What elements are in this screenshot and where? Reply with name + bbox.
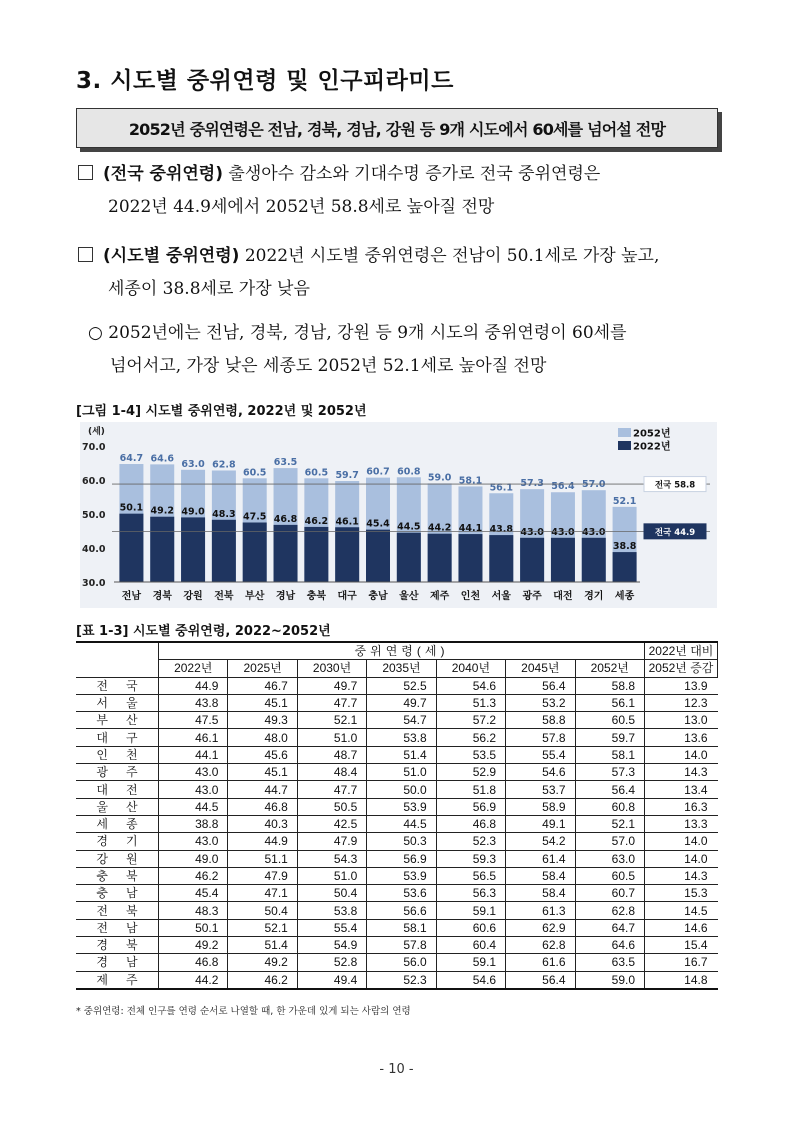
data-label-2052: 63.5 (273, 457, 298, 469)
table-row-region: 강원 (76, 850, 159, 867)
y-tick-label: 70.0 (82, 442, 106, 453)
table-cell: 59.1 (436, 902, 505, 919)
data-label-2052: 56.1 (489, 482, 514, 494)
table-cell: 51.4 (228, 937, 297, 954)
table-cell: 42.5 (297, 815, 366, 832)
table-cell: 52.3 (436, 833, 505, 850)
table-cell: 54.6 (436, 971, 505, 989)
table-year-header: 2045년 (506, 660, 575, 677)
table-cell: 40.3 (228, 815, 297, 832)
table-row (76, 954, 718, 971)
table-cell: 63.0 (575, 850, 644, 867)
table-cell: 46.1 (159, 729, 228, 746)
data-label-2022: 43.0 (582, 526, 606, 538)
data-label-2022: 44.1 (458, 523, 483, 535)
table-row (76, 850, 718, 867)
table-cell: 47.7 (297, 781, 366, 798)
data-label-2052: 52.1 (612, 495, 637, 507)
table-row-region: 대전 (76, 781, 159, 798)
table-row-region: 경남 (76, 954, 159, 971)
table-cell: 57.2 (436, 712, 505, 729)
x-tick-label: 경남 (275, 591, 296, 602)
table-cell: 50.4 (228, 902, 297, 919)
table-year-header: 2025년 (228, 660, 297, 677)
table-cell: 56.9 (367, 850, 436, 867)
x-tick-label: 서울 (491, 591, 511, 602)
x-tick-label: 광주 (522, 591, 542, 602)
table-cell: 56.0 (367, 954, 436, 971)
table-cell: 44.9 (228, 833, 297, 850)
table-cell: 51.0 (297, 867, 366, 884)
bar-2022 (613, 552, 637, 582)
table-row (76, 764, 718, 781)
table-cell: 46.2 (159, 867, 228, 884)
table-cell: 46.8 (159, 954, 228, 971)
data-label-2022: 50.1 (119, 502, 144, 514)
bullet-text: 2022년 시도별 중위연령은 전남이 50.1세로 가장 높고, (239, 246, 660, 266)
x-tick-label: 충남 (368, 591, 388, 602)
data-label-2052: 59.7 (335, 470, 359, 482)
legend-label: 2052년 (633, 428, 671, 440)
table-cell: 50.1 (159, 919, 228, 936)
bar-2022 (274, 525, 298, 582)
table-cell: 54.3 (297, 850, 366, 867)
table-cell: 50.4 (297, 885, 366, 902)
data-label-2022: 45.4 (366, 518, 390, 530)
table-cell: 43.0 (159, 833, 228, 850)
table-cell: 59.3 (436, 850, 505, 867)
y-tick-label: 30.0 (82, 578, 106, 589)
bullet-text-cont: 세종이 38.8세로 가장 낮음 (108, 279, 310, 299)
table-cell: 49.2 (159, 937, 228, 954)
table-cell: 61.3 (506, 902, 575, 919)
table-row-region: 부산 (76, 712, 159, 729)
table-row (76, 798, 718, 815)
table-cell: 64.7 (575, 919, 644, 936)
table-cell: 46.8 (436, 815, 505, 832)
table-cell: 63.5 (575, 954, 644, 971)
bar-2022 (119, 514, 143, 582)
table-cell-change: 14.0 (645, 746, 718, 763)
table-row-region: 전북 (76, 902, 159, 919)
x-tick-label: 충북 (306, 591, 327, 602)
table-row (76, 746, 718, 763)
table-cell: 49.1 (506, 815, 575, 832)
y-tick-label: 50.0 (82, 510, 106, 521)
table-row-region: 인천 (76, 746, 159, 763)
reference-label: 전국 58.8 (654, 480, 696, 491)
data-label-2052: 60.5 (242, 467, 267, 479)
table-row-region: 경기 (76, 833, 159, 850)
table-cell: 57.3 (575, 764, 644, 781)
bar-2022 (212, 520, 236, 582)
table-cell: 54.6 (436, 677, 505, 694)
table-cell: 59.7 (575, 729, 644, 746)
legend-swatch (618, 428, 631, 437)
x-tick-label: 인천 (460, 591, 481, 602)
table-cell: 53.9 (367, 867, 436, 884)
checkbox-square-icon (78, 247, 93, 262)
table-cell: 55.4 (506, 746, 575, 763)
table-cell: 38.8 (159, 815, 228, 832)
x-tick-label: 대전 (553, 591, 573, 602)
x-tick-label: 울산 (399, 591, 419, 602)
data-label-2052: 59.0 (427, 472, 452, 484)
table-row (76, 677, 718, 694)
table-row-region: 서울 (76, 694, 159, 711)
data-label-2052: 64.7 (119, 453, 144, 465)
table-cell: 60.8 (575, 798, 644, 815)
table-cell: 46.8 (228, 798, 297, 815)
table-cell: 56.2 (436, 729, 505, 746)
table-row (76, 729, 718, 746)
table-year-header: 2052년 (575, 660, 644, 677)
table-cell: 62.9 (506, 919, 575, 936)
table-cell: 54.9 (297, 937, 366, 954)
median-age-chart-svg (80, 422, 717, 608)
data-label-2052: 60.8 (397, 466, 421, 478)
data-label-2022: 46.1 (335, 516, 359, 528)
data-label-2052: 64.6 (150, 453, 174, 465)
table-cell: 47.9 (228, 867, 297, 884)
bar-2022 (181, 517, 205, 582)
page-number: - 10 - (379, 1062, 414, 1077)
table-cell: 59.1 (436, 954, 505, 971)
bar-2022 (458, 534, 482, 582)
table-cell: 60.5 (575, 712, 644, 729)
x-tick-label: 강원 (183, 591, 203, 602)
table-cell: 51.1 (228, 850, 297, 867)
table-cell: 43.8 (159, 694, 228, 711)
table-cell: 52.3 (367, 971, 436, 989)
table-row-region: 충남 (76, 885, 159, 902)
bullet-regional-median-age (78, 240, 718, 306)
footnote: * 중위연령: 전체 인구를 연령 순서로 나열할 때, 한 가운데 있게 되는 사람의 연령 (76, 1006, 411, 1017)
table-row (76, 885, 718, 902)
table-cell-change: 13.9 (645, 677, 718, 694)
table-cell: 53.5 (436, 746, 505, 763)
table-cell: 47.5 (159, 712, 228, 729)
y-axis-unit: (세) (88, 427, 105, 437)
table-cell: 53.8 (367, 729, 436, 746)
table-cell: 62.8 (506, 937, 575, 954)
table-cell: 51.8 (436, 781, 505, 798)
x-tick-label: 대구 (337, 591, 357, 602)
table-cell: 49.7 (297, 677, 366, 694)
table-cell: 56.6 (367, 902, 436, 919)
table-cell: 58.9 (506, 798, 575, 815)
data-label-2052: 60.7 (366, 466, 390, 478)
table-cell-change: 13.3 (645, 815, 718, 832)
table-cell: 51.0 (297, 729, 366, 746)
table-cell: 58.8 (575, 677, 644, 694)
table-cell: 47.1 (228, 885, 297, 902)
bar-2022 (551, 538, 575, 582)
table-row-region: 광주 (76, 764, 159, 781)
table-cell: 45.1 (228, 764, 297, 781)
table-cell: 58.4 (506, 867, 575, 884)
bar-2022 (428, 534, 452, 582)
table-cell: 53.2 (506, 694, 575, 711)
table-row (76, 971, 718, 989)
bar-2022 (335, 527, 359, 582)
table-cell: 58.1 (367, 919, 436, 936)
table-cell: 56.5 (436, 867, 505, 884)
table-cell: 58.1 (575, 746, 644, 763)
sub-bullet-text: 2052년에는 전남, 경북, 경남, 강원 등 9개 시도의 중위연령이 60세를 (108, 323, 627, 343)
table-year-header: 2035년 (367, 660, 436, 677)
bullet-national-median-age (78, 158, 718, 224)
table-cell: 56.1 (575, 694, 644, 711)
table-cell-change: 14.6 (645, 919, 718, 936)
table-cell: 61.4 (506, 850, 575, 867)
table-cell: 43.0 (159, 781, 228, 798)
table-cell: 57.8 (367, 937, 436, 954)
table-row (76, 919, 718, 936)
table-cell: 46.7 (228, 677, 297, 694)
headline-text: 2052년 중위연령은 전남, 경북, 경남, 강원 등 9개 시도에서 60세를 넘어설 전망 (128, 119, 666, 139)
sub-bullet-text-cont: 넘어서고, 가장 낮은 세종도 2052년 52.1세로 높아질 전망 (110, 356, 547, 376)
table-group-header: 중위연령(세) (159, 642, 645, 660)
table-cell: 64.6 (575, 937, 644, 954)
table-cell: 50.5 (297, 798, 366, 815)
table-cell-change: 14.5 (645, 902, 718, 919)
median-age-chart (80, 422, 717, 608)
data-label-2052: 56.4 (551, 481, 575, 493)
table-cell: 44.9 (159, 677, 228, 694)
x-tick-label: 경기 (584, 591, 604, 602)
table-cell: 53.9 (367, 798, 436, 815)
table-row-region: 충북 (76, 867, 159, 884)
table-cell: 49.7 (367, 694, 436, 711)
bar-2022 (582, 538, 606, 582)
table-cell-change: 13.6 (645, 729, 718, 746)
table-cell: 44.5 (367, 815, 436, 832)
bar-2022 (489, 535, 513, 582)
table-caption: [표 1-3] 시도별 중위연령, 2022~2052년 (76, 624, 331, 639)
table-cell-change: 13.4 (645, 781, 718, 798)
table-cell: 48.0 (228, 729, 297, 746)
table-cell: 46.2 (228, 971, 297, 989)
table-cell: 44.7 (228, 781, 297, 798)
data-label-2052: 62.8 (212, 459, 236, 471)
table-cell: 56.4 (506, 971, 575, 989)
table-cell: 52.1 (575, 815, 644, 832)
data-label-2022: 38.8 (612, 541, 637, 553)
table-cell-change: 14.3 (645, 867, 718, 884)
bullet-text-cont: 2022년 44.9세에서 2052년 58.8세로 높아질 전망 (108, 197, 495, 217)
x-tick-label: 전남 (121, 591, 142, 602)
table-cell: 48.3 (159, 902, 228, 919)
bar-2022 (366, 530, 390, 582)
table-cell: 51.0 (367, 764, 436, 781)
table-row (76, 781, 718, 798)
table-cell: 57.0 (575, 833, 644, 850)
table-row (76, 833, 718, 850)
table-cell: 59.0 (575, 971, 644, 989)
table-year-header: 2030년 (297, 660, 366, 677)
data-label-2052: 57.3 (520, 478, 544, 490)
table-cell: 56.4 (506, 677, 575, 694)
table-year-header: 2022년 (159, 660, 228, 677)
table-cell: 52.9 (436, 764, 505, 781)
table-row-region: 울산 (76, 798, 159, 815)
table-cell: 56.9 (436, 798, 505, 815)
table-cell: 49.4 (297, 971, 366, 989)
median-age-table (76, 641, 718, 990)
table-cell: 50.3 (367, 833, 436, 850)
data-label-2022: 48.3 (212, 508, 236, 520)
table-row (76, 937, 718, 954)
table-cell-change: 14.8 (645, 971, 718, 989)
bar-2022 (520, 538, 544, 582)
table-cell: 50.0 (367, 781, 436, 798)
table-cell-change: 14.0 (645, 850, 718, 867)
table-cell-change: 16.3 (645, 798, 718, 815)
data-label-2052: 63.0 (181, 458, 205, 470)
table-row-region: 대구 (76, 729, 159, 746)
table-cell: 53.6 (367, 885, 436, 902)
table-cell: 52.1 (228, 919, 297, 936)
data-label-2022: 43.0 (551, 526, 575, 538)
table-change-header-2: 2052년 증감 (645, 660, 718, 677)
table-cell: 48.4 (297, 764, 366, 781)
table-row (76, 815, 718, 832)
table-cell: 51.3 (436, 694, 505, 711)
bar-2022 (304, 527, 328, 582)
data-label-2052: 60.5 (304, 467, 329, 479)
x-tick-label: 제주 (429, 591, 450, 602)
table-row-region: 제주 (76, 971, 159, 989)
table-cell: 51.4 (367, 746, 436, 763)
table-row (76, 902, 718, 919)
data-label-2022: 46.8 (273, 513, 298, 525)
table-cell: 43.0 (159, 764, 228, 781)
x-tick-label: 세종 (614, 591, 635, 602)
x-tick-label: 전북 (214, 591, 234, 602)
table-cell: 60.5 (575, 867, 644, 884)
table-cell: 56.3 (436, 885, 505, 902)
data-label-2022: 44.2 (427, 522, 452, 534)
section-title: 3. 시도별 중위연령 및 인구피라미드 (76, 68, 454, 94)
data-label-2022: 49.2 (150, 505, 174, 517)
table-row (76, 712, 718, 729)
table-cell-change: 16.7 (645, 954, 718, 971)
table-cell-change: 12.3 (645, 694, 718, 711)
table-cell-change: 13.0 (645, 712, 718, 729)
checkbox-square-icon (78, 165, 93, 180)
table-row-region: 세종 (76, 815, 159, 832)
bar-2022 (397, 533, 421, 582)
y-tick-label: 40.0 (82, 544, 106, 555)
table-cell: 54.2 (506, 833, 575, 850)
table-cell-change: 15.4 (645, 937, 718, 954)
data-label-2052: 57.0 (582, 479, 606, 491)
table-change-header-1: 2022년 대비 (645, 642, 718, 660)
table-cell: 49.3 (228, 712, 297, 729)
table-cell: 49.0 (159, 850, 228, 867)
table-row-region: 전남 (76, 919, 159, 936)
data-label-2052: 58.1 (458, 475, 483, 487)
sub-bullet (88, 317, 718, 383)
table-cell: 52.5 (367, 677, 436, 694)
legend-label: 2022년 (633, 441, 671, 453)
table-cell: 60.7 (575, 885, 644, 902)
figure-caption: [그림 1-4] 시도별 중위연령, 2022년 및 2052년 (76, 404, 367, 419)
x-tick-label: 부산 (245, 591, 265, 602)
headline-box (76, 108, 718, 148)
table-cell: 44.5 (159, 798, 228, 815)
table-cell: 52.8 (297, 954, 366, 971)
table-cell: 58.4 (506, 885, 575, 902)
table-cell: 61.6 (506, 954, 575, 971)
table-row (76, 867, 718, 884)
data-label-2022: 46.2 (304, 515, 329, 527)
table-cell: 56.4 (575, 781, 644, 798)
table-row-region: 전국 (76, 677, 159, 694)
y-tick-label: 60.0 (82, 476, 106, 487)
table-cell: 49.2 (228, 954, 297, 971)
circle-bullet-icon: ○ (88, 323, 103, 343)
table-cell: 53.8 (297, 902, 366, 919)
table-cell: 44.2 (159, 971, 228, 989)
table-cell: 55.4 (297, 919, 366, 936)
table-cell: 60.4 (436, 937, 505, 954)
table-cell: 47.9 (297, 833, 366, 850)
x-tick-label: 경북 (152, 591, 172, 602)
table-cell: 45.4 (159, 885, 228, 902)
bullet-lead: (시도별 중위연령) (103, 246, 240, 266)
table-year-header: 2040년 (436, 660, 505, 677)
table-cell: 58.8 (506, 712, 575, 729)
table-cell: 60.6 (436, 919, 505, 936)
table-cell: 54.6 (506, 764, 575, 781)
table-cell: 47.7 (297, 694, 366, 711)
table-cell: 48.7 (297, 746, 366, 763)
reference-label: 전국 44.9 (654, 527, 696, 538)
table-row-region: 경북 (76, 937, 159, 954)
table-cell: 44.1 (159, 746, 228, 763)
table-cell-change: 14.3 (645, 764, 718, 781)
table-cell: 45.6 (228, 746, 297, 763)
table-cell: 57.8 (506, 729, 575, 746)
bullet-text: 출생아수 감소와 기대수명 증가로 전국 중위연령은 (223, 164, 601, 184)
legend-swatch (618, 441, 631, 450)
table-cell: 54.7 (367, 712, 436, 729)
data-label-2022: 43.8 (489, 524, 514, 536)
data-label-2022: 44.5 (397, 521, 421, 533)
table-cell: 45.1 (228, 694, 297, 711)
table-cell: 62.8 (575, 902, 644, 919)
table-cell: 52.1 (297, 712, 366, 729)
table-cell: 53.7 (506, 781, 575, 798)
data-label-2022: 47.5 (242, 511, 267, 523)
table-row (76, 694, 718, 711)
data-label-2022: 43.0 (520, 526, 544, 538)
table-cell-change: 15.3 (645, 885, 718, 902)
bullet-lead: (전국 중위연령) (103, 164, 223, 184)
bar-2022 (150, 517, 174, 582)
data-label-2022: 49.0 (181, 506, 205, 518)
table-cell-change: 14.0 (645, 833, 718, 850)
table-corner (76, 642, 159, 677)
